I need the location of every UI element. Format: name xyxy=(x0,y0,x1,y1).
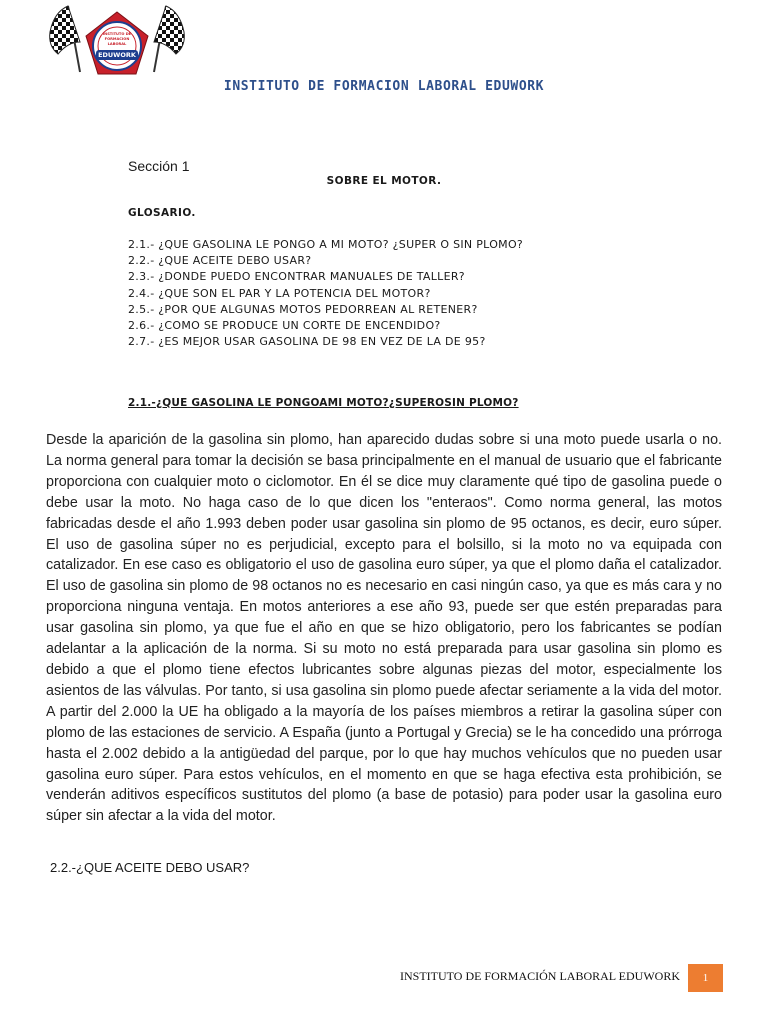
glossary-item: 2.4.- ¿QUE SON EL PAR Y LA POTENCIA DEL MOTOR? xyxy=(128,286,431,300)
body-paragraph: Desde la aparición de la gasolina sin plomo, han aparecido dudas sobre si una moto puede usarla o no. La norma general para tomar la decisión se basa principalmente en el manual de usuario que el fabricante proporciona con cualquier moto o ciclomotor. En él se dice muy claramente qué tipo de gasolina puede o debe usar la moto. No haga caso de lo que dicen los "enteraos". Como norma general, las motos fabricadas desde el año 1.993 deben poder usar gasolina sin plomo de 95 octanos, es decir, euro súper. El uso de gasolina súper no es perjudicial, excepto para el bolsillo, si la moto no va equipada con catalizador. En ese caso es obligatorio el uso de gasolina euro súper, ya que el plomo daña el catalizador. El uso de gasolina sin plomo de 98 octanos no es necesario en casi ningún caso, ya que es más cara y no proporciona ninguna ventaja. En motos anteriores a ese año 93, puede ser que estén preparadas para usar gasolina sin plomo, ya que fue el año en que se hizo obligatorio, pero los fabricantes se podían adelantar a la aplicación de la norma. Si su moto no está preparada para usar gasolina sin plomo es debido a que el plomo tiene efectos lubricantes sobre algunas piezas del motor, especialmente los asientos de las válvulas. Por tanto, si usa gasolina sin plomo puede afectar seriamente a la vida del motor. A partir del 2.000 la UE ha obligado a la mayoría de los países miembros a retirar la gasolina súper con plomo de las estaciones de servicio. A España (junto a Portugal y Grecia) se le ha concedido una prórroga hasta el 2.002 debido a la antigüedad del parque, por lo que hay muchos vehículos que no pueden usar gasolina euro súper. Para estos vehículos, en el momento en que se haga efectiva esta prohibición, se venderán aditivos específicos sustitutos del plomo (a base de potasio) para poder usar la gasolina euro súper sin afectar a la vida del motor. xyxy=(46,432,722,825)
logo-text: EDUWORK xyxy=(98,51,136,59)
footer-text: INSTITUTO DE FORMACIÓN LABORAL EDUWORK xyxy=(400,969,680,983)
heading-2-2: 2.2.-¿QUE ACEITE DEBO USAR? xyxy=(50,860,250,875)
section-subtitle: SOBRE EL MOTOR. xyxy=(326,175,442,187)
glossary-list xyxy=(128,237,523,350)
glossary-item: 2.6.- ¿COMO SE PRODUCE UN CORTE DE ENCENDIDO? xyxy=(128,319,441,333)
glossary-item: 2.3.- ¿DONDE PUEDO ENCONTRAR MANUALES DE TALLER? xyxy=(128,270,465,284)
glossary-item: 2.5.- ¿POR QUE ALGUNAS MOTOS PEDORREAN AL RETENER? xyxy=(128,302,478,316)
section-label: Sección 1 xyxy=(128,158,190,174)
eduwork-logo xyxy=(46,2,188,86)
page-number-badge: 1 xyxy=(688,964,723,992)
glossary-item: 2.2.- ¿QUE ACEITE DEBO USAR? xyxy=(128,254,312,268)
glossary-title: GLOSARIO. xyxy=(128,207,196,219)
heading-2-1: 2.1.-¿QUE GASOLINA LE PONGOAMI MOTO?¿SUPEROSIN PLOMO? xyxy=(128,397,519,409)
institute-title: INSTITUTO DE FORMACION LABORAL EDUWORK xyxy=(223,79,545,94)
glossary-item: 2.7.- ¿ES MEJOR USAR GASOLINA DE 98 EN VEZ DE LA DE 95? xyxy=(128,335,486,349)
glossary-item: 2.1.- ¿QUE GASOLINA LE PONGO A MI MOTO? ¿SUPER O SIN PLOMO? xyxy=(128,238,524,251)
logo-ring-text: INSTITUTO DE FORMACION LABORAL xyxy=(102,32,132,46)
